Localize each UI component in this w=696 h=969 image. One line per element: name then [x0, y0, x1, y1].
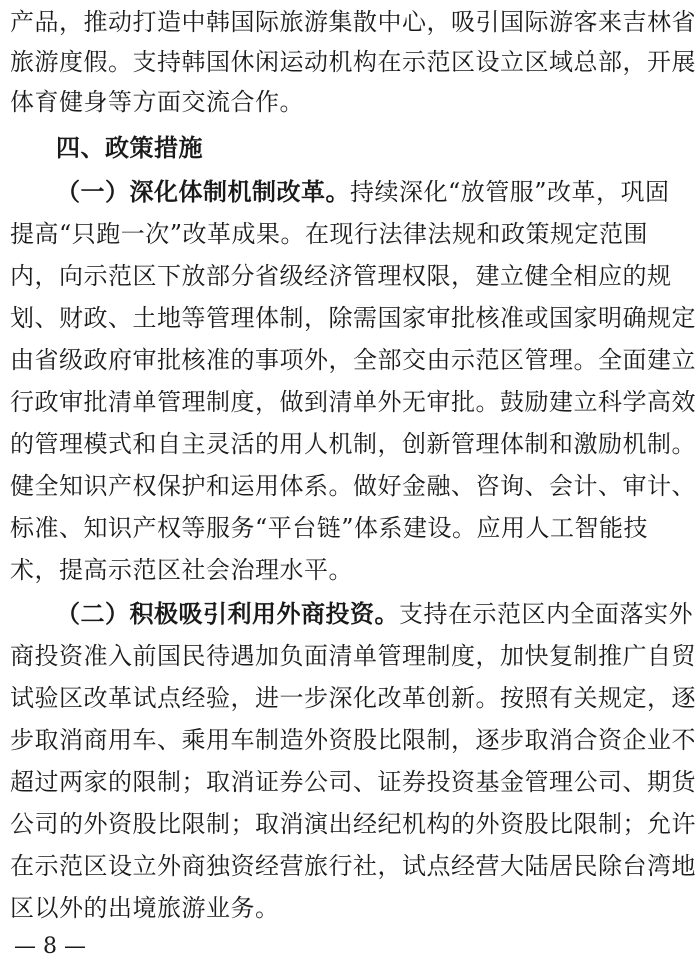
subsection2-line: 超过两家的限制；取消证券公司、证券投资基金管理公司、期货 — [10, 768, 696, 796]
intro-line-2: 旅游度假。支持韩国休闲运动机构在示范区设立区域总部，开展 — [10, 48, 696, 76]
subsection2-first-line-rest: 支持在示范区内全面落实外 — [399, 600, 693, 628]
intro-line-1: 产品，推动打造中韩国际旅游集散中心，吸引国际游客来吉林省 — [10, 8, 696, 36]
subsection1-lead: （一）深化体制机制改革。 — [56, 178, 350, 206]
intro-line-3: 体育健身等方面交流合作。 — [10, 88, 304, 116]
subsection1-line: 内，向示范区下放部分省级经济管理权限，建立健全相应的规 — [10, 262, 672, 290]
subsection2-first-line — [10, 594, 693, 634]
subsection1-first-line-rest: 持续深化“放管服”改革，巩固 — [350, 178, 670, 206]
subsection1-line: 划、财政、土地等管理体制，除需国家审批核准或国家明确规定 — [10, 304, 696, 332]
subsection1-line: 由省级政府审批核准的事项外，全部交由示范区管理。全面建立 — [10, 346, 696, 374]
subsection1-line: 提高“只跑一次”改革成果。在现行法律法规和政策规定范围 — [10, 220, 649, 248]
subsection2-line: 步取消商用车、乘用车制造外资股比限制，逐步取消合资企业不 — [10, 726, 696, 754]
subsection1-line: 健全知识产权保护和运用体系。做好金融、咨询、会计、审计、 — [10, 472, 696, 500]
subsection2-line: 在示范区设立外商独资经营旅行社，试点经营大陆居民除台湾地 — [10, 852, 696, 880]
subsection2-lead: （二）积极吸引利用外商投资。 — [56, 600, 399, 628]
subsection2-line: 试验区改革试点经验，进一步深化改革创新。按照有关规定，逐 — [10, 684, 696, 712]
subsection1-line: 的管理模式和自主灵活的用人机制，创新管理体制和激励机制。 — [10, 430, 696, 458]
page-number: — 8 — — [14, 934, 86, 959]
section-heading: 四、政策措施 — [56, 134, 203, 162]
subsection1-line: 术，提高示范区社会治理水平。 — [10, 556, 353, 584]
subsection2-line: 区以外的出境旅游业务。 — [10, 894, 280, 922]
subsection2-line: 商投资准入前国民待遇加负面清单管理制度，加快复制推广自贸 — [10, 642, 696, 670]
subsection1-line: 标准、知识产权等服务“平台链”体系建设。应用人工智能技 — [10, 514, 649, 542]
subsection1-first-line — [10, 172, 670, 212]
subsection1-line: 行政审批清单管理制度，做到清单外无审批。鼓励建立科学高效 — [10, 388, 696, 416]
subsection2-line: 公司的外资股比限制；取消演出经纪机构的外资股比限制；允许 — [10, 810, 696, 838]
